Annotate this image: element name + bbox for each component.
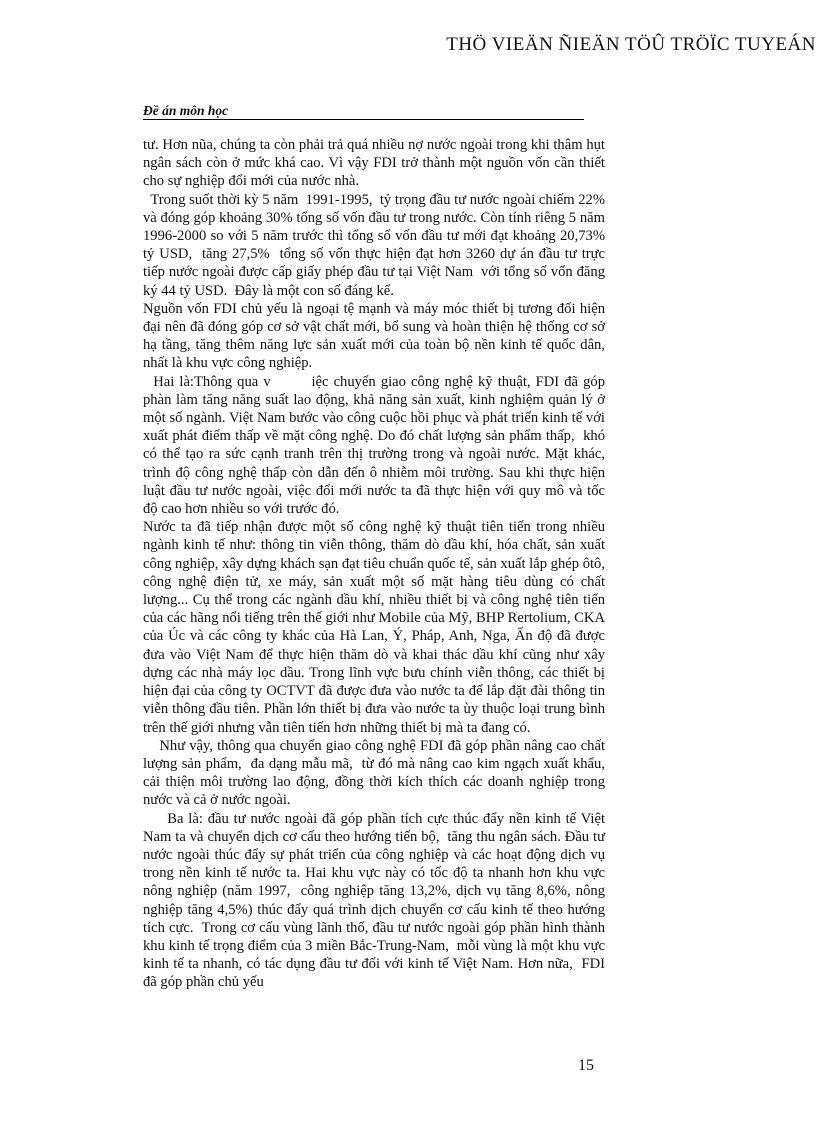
paragraph: Nước ta đã tiếp nhận được một số công nghệ kỹ thuật tiên tiến trong nhiều ngành kinh tế như: thông tin viễn thông, thăm dò dầu khí, hóa chất, sản xuất công nghiệp, xây dựng khách sạn đạt tiêu chuẩn quốc tế, sản xuất lắp ghép ôtô, công nghệ điện tử, xe máy, sản xuất một số mặt hàng tiêu dùng có chất lượng... Cụ thể trong các ngành dầu khí, nhiều thiết bị và công nghệ tiên tiến của các hãng nổi tiếng trên thế giới như Mobile của Mỹ, BHP Rertolium, CKA của Úc và các công ty khác của Hà Lan, Ý, Pháp, Anh, Nga, Ấn độ đã được đưa vào Việt Nam để thực hiện thăm dò và khai thác dầu khí cũng như xây dựng các nhà máy lọc dầu. Trong lĩnh vực bưu chính viễn thông, các thiết bị hiện đại của công ty OCTVT đã được đưa vào nước ta để lắp đặt đài thông tin viễn thông đầu tiên. Phần lớn thiết bị đưa vào nước ta ùy thuộc loại trung bình trên thế giới nhưng vẫn tiên tiến hơn những thiết bị mà ta đang có. (143, 519, 605, 736)
paragraph: Như vậy, thông qua chuyển giao công nghệ FDI đã góp phần nâng cao chất lượng sản phẩm, đa dạng mẫu mã, từ đó mà nâng cao kim ngạch xuất khẩu, cải thiện môi trường lao động, đồng thời kích thích các doanh nghiệp trong nước và cả ở nước ngoài. (143, 737, 613, 809)
paragraph: tư. Hơn nũa, chúng ta còn phải trả quá nhiều nợ nước ngoài trong khi thâm hụt ngân sách còn ở mức khá cao. Vì vậy FDI trở thành một nguồn vốn cần thiết cho sự nghiệp đổi mới của nước nhà. (143, 137, 605, 190)
body-text (143, 136, 613, 992)
page-number: 15 (578, 1057, 594, 1074)
paragraph: Hai là:Thông qua v iệc chuyển giao công nghệ kỹ thuật, FDI đã góp phàn làm tăng năng suất lao động, khả năng sản xuất, kinh nghiệm quản lý ở một số ngành. Việt Nam bước vào công cuộc hồi phục và phát triển kinh tế với xuất phát điểm thấp về mặt công nghệ. Do đó chất lượng sản phẩm thấp, khó có thể tạo ra sức cạnh tranh trên thị trường trong và ngoài nước. Mặt khác, trình độ công nghệ thấp còn dẫn đến ô nhiễm môi trường. Sau khi thực hiện luật đầu tư nước ngoài, việc đổi mới nước ta đã thực hiện với quy mô và tốc độ cao hơn nhiều so với trước đó. (143, 373, 609, 518)
running-head: Đề án môn học (143, 103, 584, 120)
library-banner: THÖ VIEÄN ÑIEÄN TÖÛ TRÖÏC TUYEÁN (446, 34, 816, 55)
paragraph: Trong suốt thời kỳ 5 năm 1991-1995, tỷ trọng đầu tư nước ngoài chiếm 22% và đóng góp khoảng 30% tổng số vốn đầu tư trong nước. Còn tính riêng 5 năm 1996-2000 so với 5 năm trước thì tổng số vốn đầu tư mới đạt khoảng 20,73% tỷ USD, tăng 27,5% tổng số vốn thực hiện đạt hơn 3260 dự án đầu tư trực tiếp nước ngoài được cấp giấy phép đầu tư tại Việt Nam với tổng số vốn đăng ký 44 tỷ USD. Đây là một con số đáng kể. (143, 191, 609, 299)
paragraph: Ba là: đầu tư nước ngoài đã góp phần tích cực thúc đẩy nền kinh tế Việt Nam ta và chuyển dịch cơ cấu theo hướng tiến bộ, tăng thu ngân sách. Đầu tư nước ngoài thúc đẩy sự phát triển của công nghiệp và các hoạt động dịch vụ trong nền kinh tế nước ta. Hai khu vực này có tốc độ ta nhanh hơn khu vực nông nghiệp (năm 1997, công nghiệp tăng 13,2%, dịch vụ tăng 8,6%, nông nghiệp tăng 4,5%) thúc đẩy quá trình dịch chuyển cơ cấu kinh tế theo hướng tích cực. Trong cơ cấu vùng lãnh thổ, đầu tư nước ngoài góp phần hình thành khu kinh tế trọng điểm của 3 miền Bắc-Trung-Nam, mỗi vùng là một khu vực kinh tế ta nhanh, có tác dụng đầu tư đối với kinh tế Việt Nam. Hơn nữa, FDI đã góp phần chủ yếu (143, 810, 609, 991)
paragraph: Nguồn vốn FDI chủ yếu là ngoại tệ mạnh và máy móc thiết bị tương đối hiện đại nên đã đóng góp cơ sở vật chất mới, bổ sung và hoàn thiện hệ thống cơ sở hạ tầng, tăng thêm năng lực sản xuất mới của toàn bộ nền kinh tế quốc dân, nhất là khu vực công nghiệp. (143, 300, 605, 372)
